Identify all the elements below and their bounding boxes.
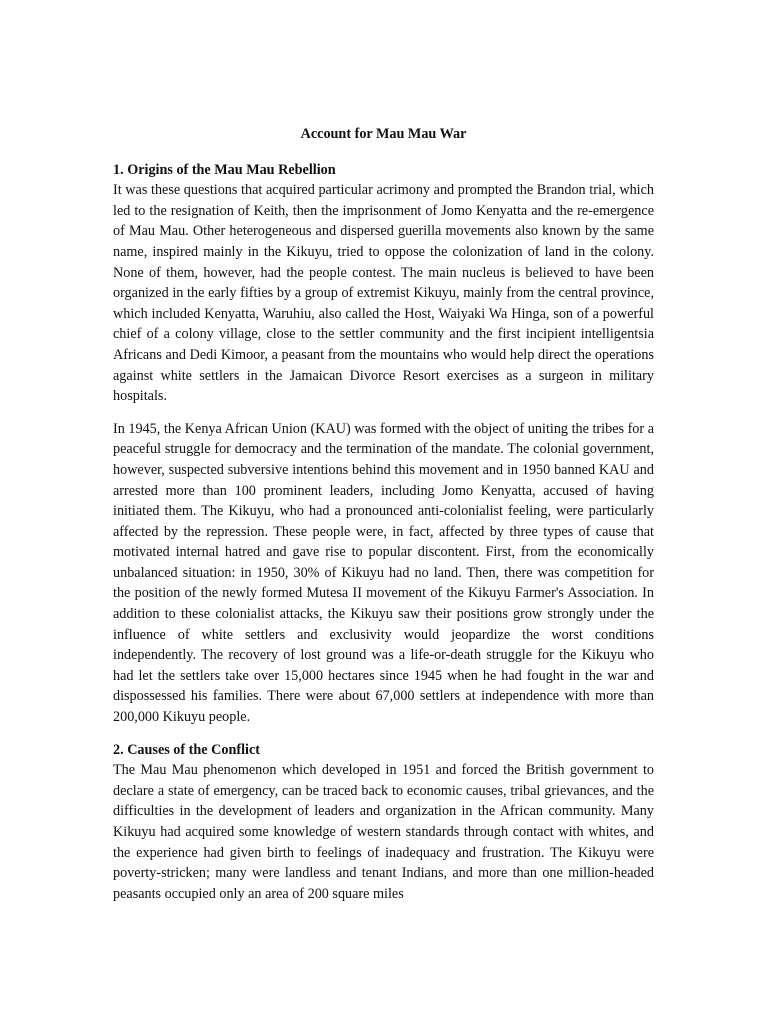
paragraph: It was these questions that acquired particular acrimony and prompted the Brandon trial, which led to the resignation of Keith, then the imprisonment of Jomo Kenyatta and the re-emergence of Mau Mau. Other heterogeneous and dispersed guerilla movements also known by the same name, inspired mainly in the Kikuyu, tried to oppose the colonization of land in the colony. None of them, however, had the people contest. The main nucleus is believed to have been organized in the early fifties by a group of extremist Kikuyu, mainly from the central province, which included Kenyatta, Waruhiu, also called the Host, Waiyaki Wa Hinga, son of a powerful chief of a colony village, close to the settler community and the first incipient intelligentsia Africans and Dedi Kimoor, a peasant from the mountains who would help direct the operations against white settlers in the Jamaican Divorce Resort exercises as a surgeon in military hospitals. <box>113 182 654 405</box>
section-heading: 1. Origins of the Mau Mau Rebellion <box>113 161 336 178</box>
paragraph: In 1945, the Kenya African Union (KAU) was formed with the object of uniting the tribes for a peaceful struggle for democracy and the termination of the mandate. The colonial government, however, suspected subversive intentions behind this movement and in 1950 banned KAU and arrested more than 100 prominent leaders, including Jomo Kenyatta, accused of having initiated them. The Kikuyu, who had a pronounced anti-colonialist feeling, were particularly affected by the repression. These people were, in fact, affected by three types of cause that motivated internal hatred and gave rise to popular discontent. First, from the economically unbalanced situation: in 1950, 30% of Kikuyu had no land. Then, there was competition for the position of the newly formed Mutesa II movement of the Kikuyu Farmer's Association. In addition to these colonialist attacks, the Kikuyu saw their positions grow strongly under the influence of white settlers and exclusivity would jeopardize the worst conditions independently. The recovery of lost ground was a life-or-death struggle for the Kikuyu who had let the settlers take over 15,000 hectares since 1945 when he had fought in the war and dispossessed his families. There were about 67,000 settlers at independence with more than 200,000 Kikuyu people. <box>113 420 654 726</box>
section-origins <box>113 160 654 728</box>
document-title: Account for Mau Mau War <box>300 126 467 142</box>
section-causes <box>113 740 654 905</box>
document-page <box>113 124 654 904</box>
paragraph: The Mau Mau phenomenon which developed in 1951 and forced the British government to declare a state of emergency, can be traced back to economic causes, tribal grievances, and the difficulties in the development of leaders and organization in the African community. Many Kikuyu had acquired some knowledge of western standards through contact with whites, and the experience had given birth to feelings of inadequacy and frustration. The Kikuyu were poverty-stricken; many were landless and tenant Indians, and more than one million-headed peasants occupied only an area of 200 square miles <box>113 762 654 902</box>
section-heading: 2. Causes of the Conflict <box>113 741 260 758</box>
